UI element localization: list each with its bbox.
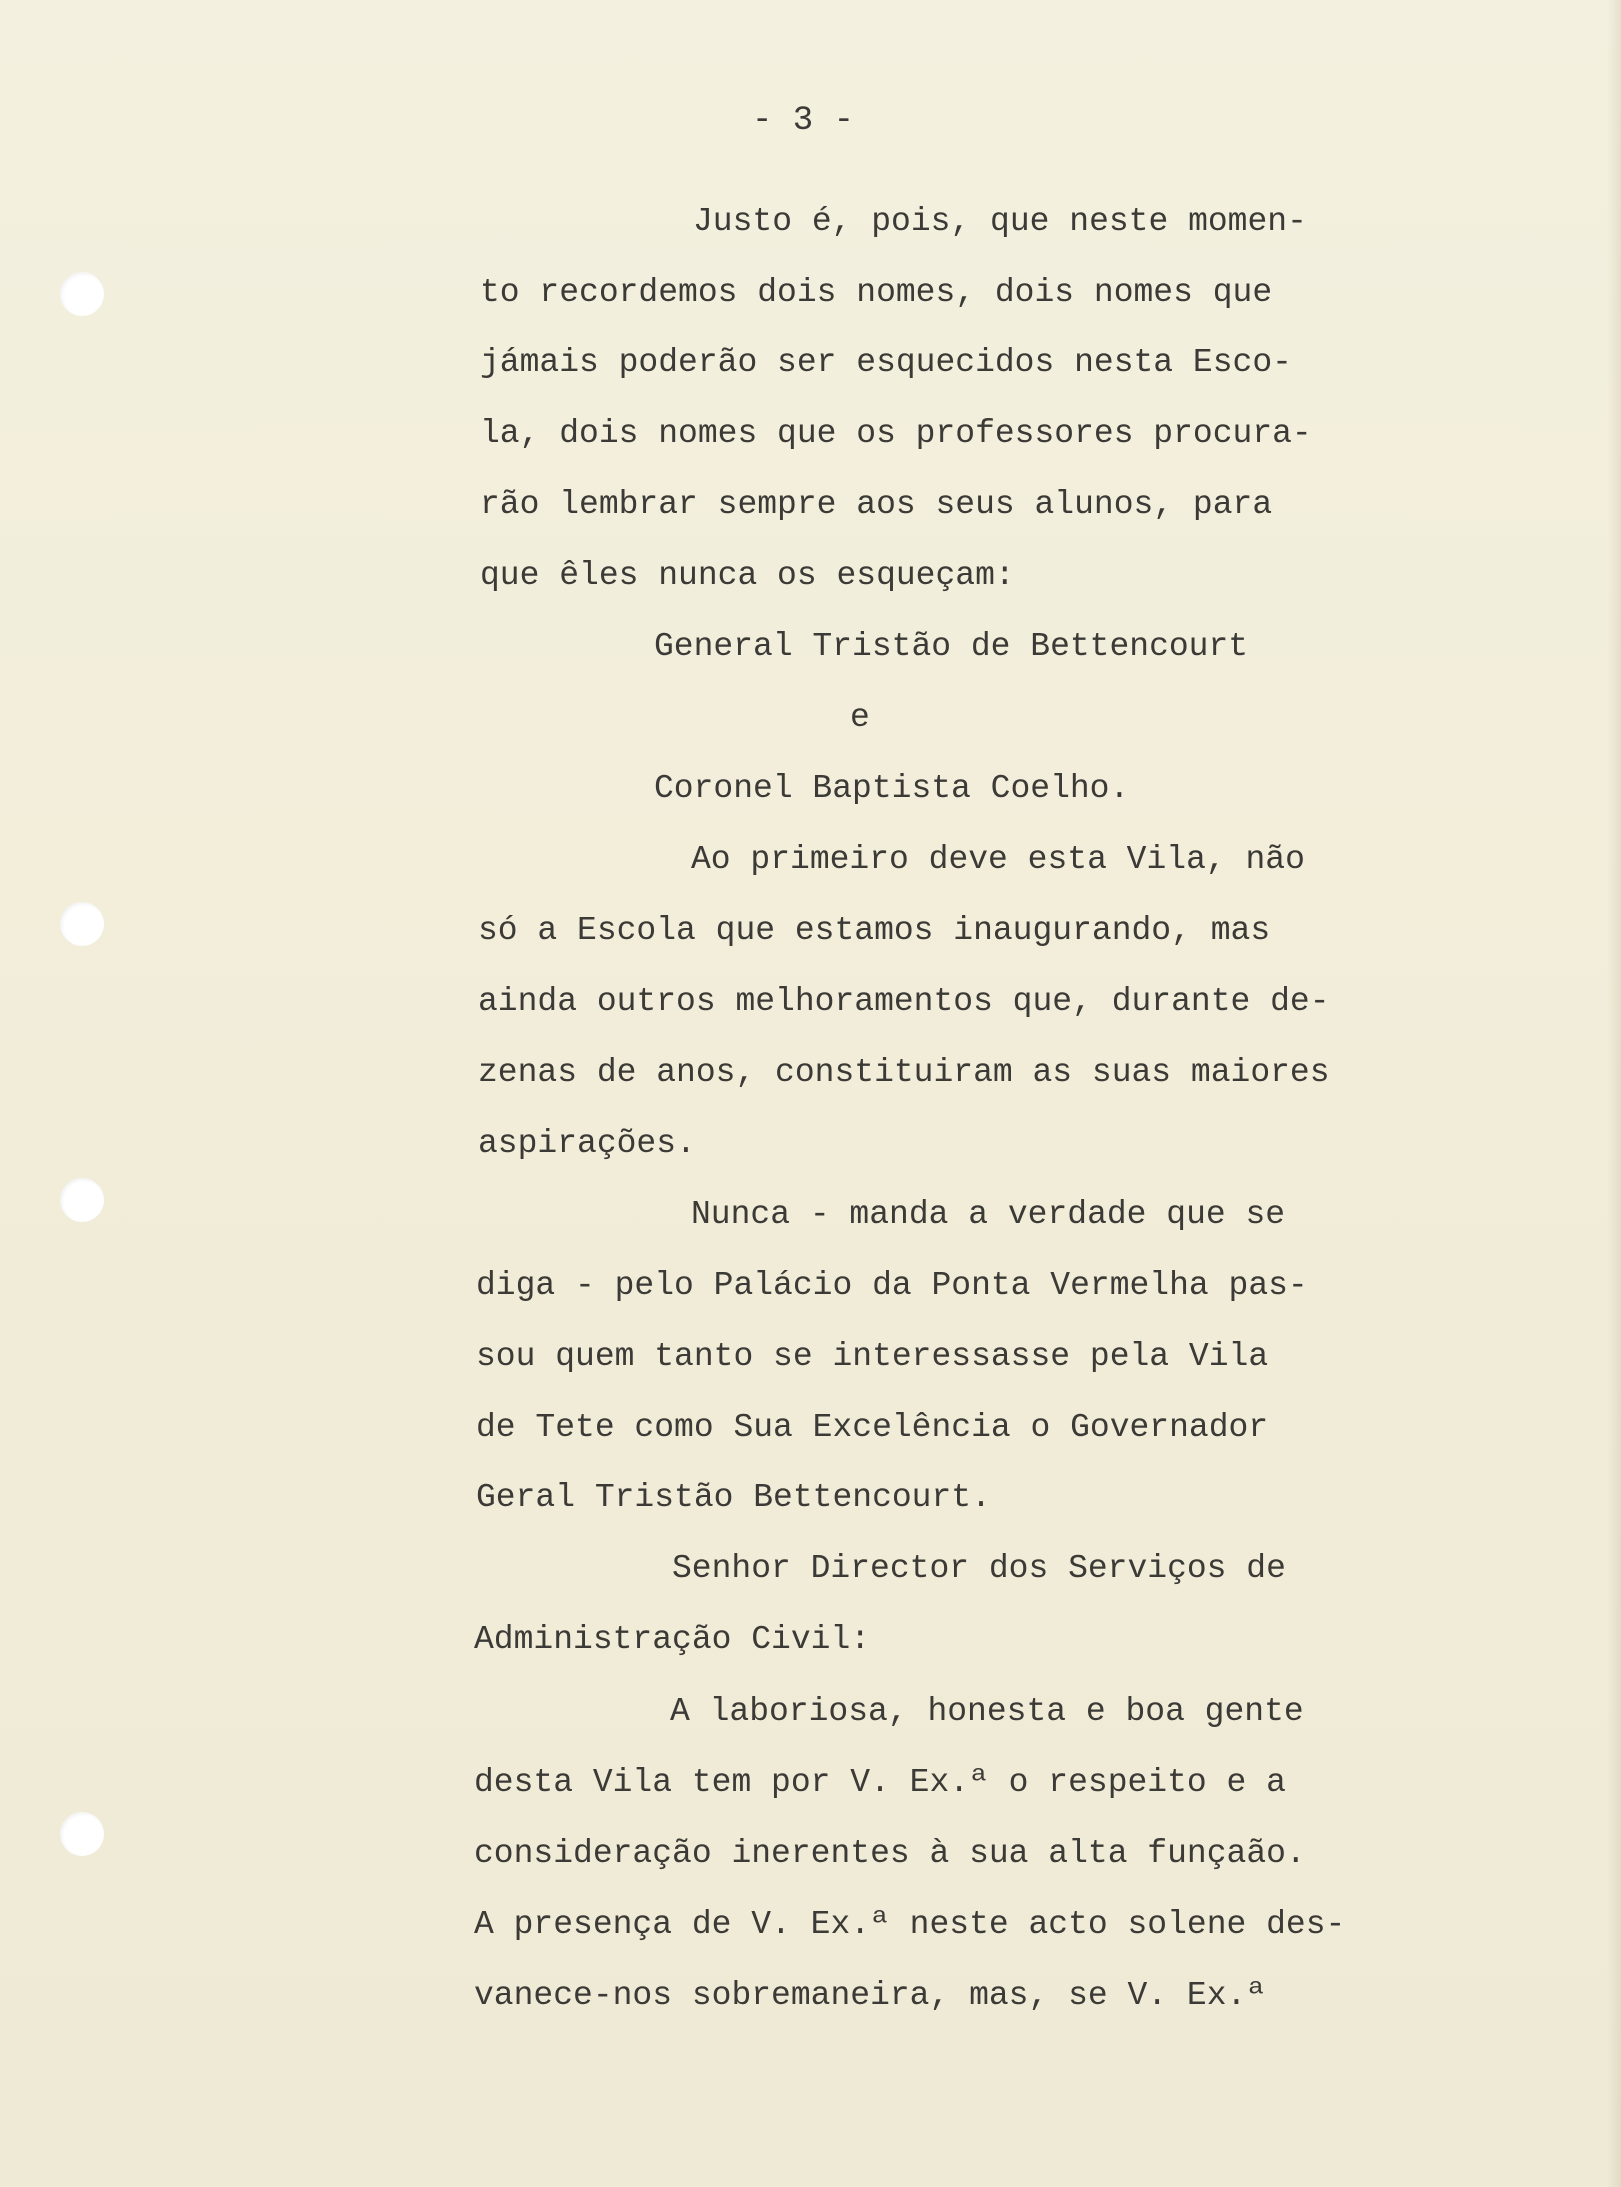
text-line: Senhor Director dos Serviços de	[672, 1550, 1286, 1587]
text-line: diga - pelo Palácio da Ponta Vermelha pas-	[476, 1267, 1308, 1304]
text-line: sou quem tanto se interessasse pela Vila	[476, 1338, 1269, 1375]
text-line: aspirações.	[478, 1125, 696, 1162]
text-line: ainda outros melhoramentos que, durante de-	[478, 983, 1330, 1020]
conjunction-line: e	[850, 699, 870, 736]
text-line: consideração inerentes à sua alta funçaão.	[474, 1835, 1306, 1872]
text-line: jámais poderão ser esquecidos nesta Esco-	[480, 344, 1292, 381]
punch-hole	[60, 272, 104, 316]
text-line: de Tete como Sua Excelência o Governador	[476, 1409, 1269, 1446]
name-line: Coronel Baptista Coelho.	[654, 770, 1130, 807]
name-line: General Tristão de Bettencourt	[654, 628, 1249, 665]
text-line: rão lembrar sempre aos seus alunos, para	[480, 486, 1273, 523]
punch-hole	[60, 1812, 104, 1856]
text-line: desta Vila tem por V. Ex.ª o respeito e a	[474, 1764, 1286, 1801]
punch-hole	[60, 1178, 104, 1222]
text-line: Geral Tristão Bettencourt.	[476, 1479, 991, 1516]
page-number: - 3 -	[752, 102, 855, 140]
text-line: vanece-nos sobremaneira, mas, se V. Ex.ª	[474, 1977, 1267, 2014]
text-line: Nunca - manda a verdade que se	[691, 1196, 1286, 1233]
text-line: A presença de V. Ex.ª neste acto solene des-	[474, 1906, 1346, 1943]
text-line: to recordemos dois nomes, dois nomes que	[480, 274, 1273, 311]
text-line: Administração Civil:	[474, 1621, 871, 1658]
text-line: que êles nunca os esqueçam:	[480, 557, 1015, 594]
text-line: só a Escola que estamos inaugurando, mas	[478, 912, 1271, 949]
text-line: la, dois nomes que os professores procura-	[480, 415, 1312, 452]
text-line: A laboriosa, honesta e boa gente	[670, 1693, 1304, 1730]
text-line: Justo é, pois, que neste momen-	[693, 203, 1307, 240]
text-line: zenas de anos, constituiram as suas maiores	[478, 1054, 1330, 1091]
text-line: Ao primeiro deve esta Vila, não	[691, 841, 1305, 878]
punch-hole	[60, 902, 104, 946]
